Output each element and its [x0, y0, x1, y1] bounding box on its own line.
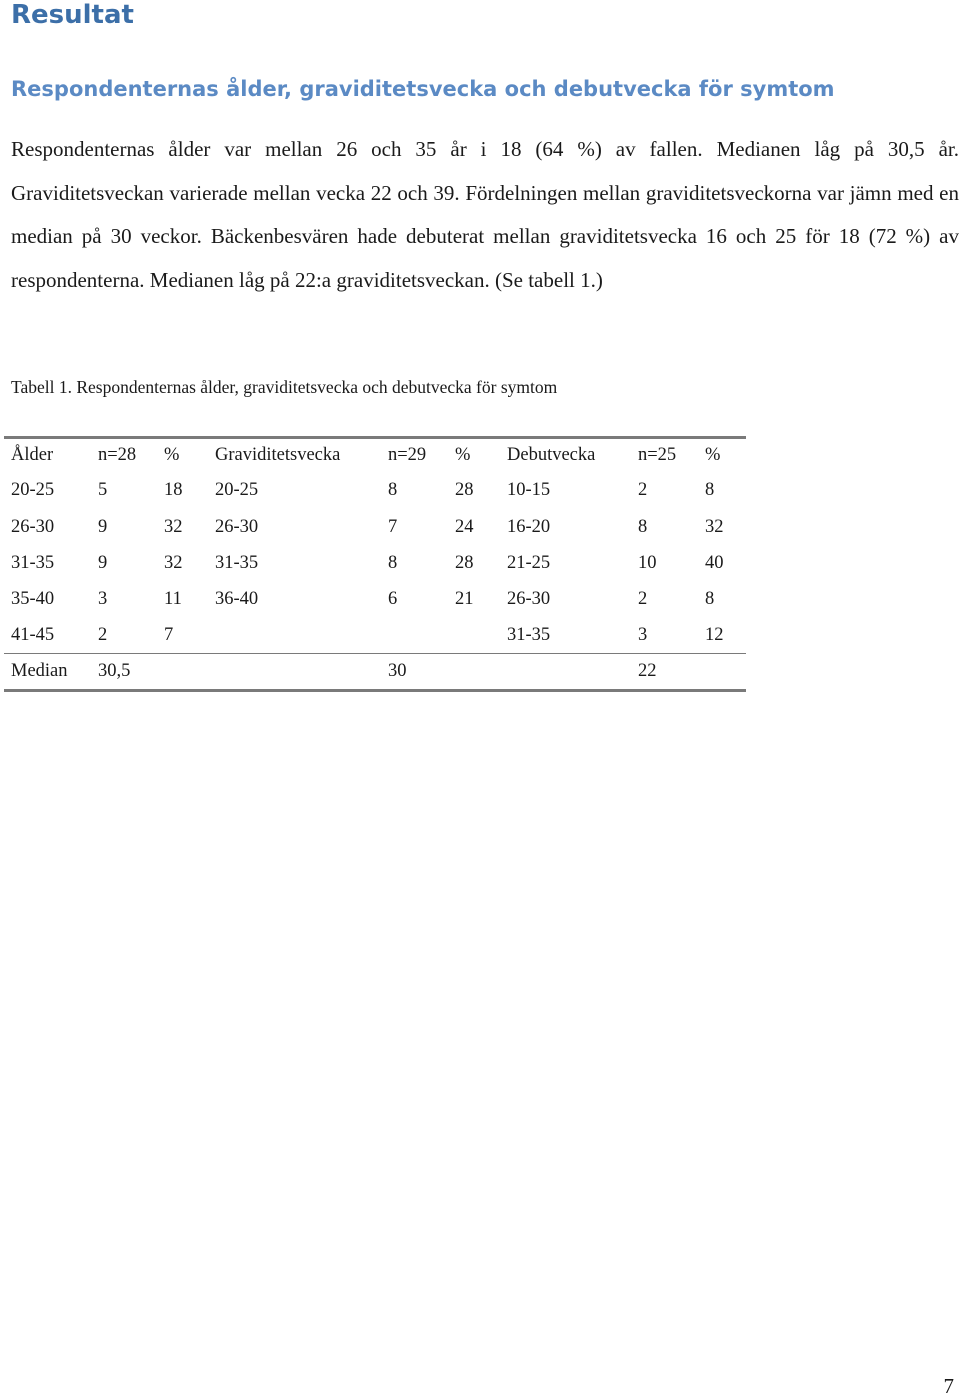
- table-cell: 10-15: [507, 480, 551, 500]
- header-cell: n=25: [631, 438, 698, 473]
- header-cell: %: [698, 438, 746, 473]
- results-table: [4, 436, 746, 692]
- table-cell: 21-25: [507, 552, 551, 573]
- table-cell: 3: [638, 624, 648, 645]
- table-cell: 26-30: [507, 588, 551, 609]
- table-cell: 32: [164, 552, 183, 573]
- table-cell: 8: [705, 480, 715, 500]
- page-number: 7: [943, 1374, 954, 1398]
- table-cell: 31-35: [11, 552, 55, 573]
- table-cell: [208, 654, 381, 691]
- table-cell: 12: [705, 624, 724, 645]
- table-cell: 8: [638, 516, 648, 537]
- table-row: [4, 472, 746, 509]
- table-cell: 31-35: [215, 552, 259, 573]
- table-cell: 9: [98, 516, 108, 537]
- table-header-row: [4, 438, 746, 473]
- table-cell: [381, 617, 448, 654]
- table-cell: [698, 654, 746, 691]
- table-cell: 11: [164, 588, 182, 609]
- table-cell: 2: [98, 624, 108, 645]
- table-cell: 30: [381, 654, 448, 691]
- section-title: Resultat: [11, 0, 134, 30]
- table-row: [4, 617, 746, 654]
- table-cell: 20-25: [11, 480, 55, 500]
- table-row: [4, 581, 746, 617]
- subsection-title: Respondenternas ålder, graviditetsvecka och debutvecka för symtom: [11, 77, 835, 101]
- table-cell: 30,5: [91, 654, 157, 691]
- table-cell: 31-35: [507, 624, 551, 645]
- table-row: [4, 509, 746, 545]
- table-cell: 35-40: [11, 588, 55, 609]
- table-cell: 9: [98, 552, 108, 573]
- header-cell: %: [448, 438, 500, 473]
- table-cell: [448, 617, 500, 654]
- header-cell: n=28: [91, 438, 157, 473]
- table-cell: 8: [388, 480, 398, 500]
- table-cell: 20-25: [215, 480, 259, 500]
- table-cell: 28: [455, 480, 474, 500]
- table-cell: 7: [164, 624, 174, 645]
- table-cell: [448, 654, 500, 691]
- table-cell: 2: [638, 588, 648, 609]
- table-median-row: [4, 654, 746, 691]
- header-cell: Ålder: [4, 438, 91, 473]
- table-cell: 6: [388, 588, 398, 609]
- table-cell: 21: [455, 588, 474, 609]
- header-cell: n=29: [381, 438, 448, 473]
- table-cell: 2: [638, 480, 648, 500]
- table-cell: 32: [164, 516, 183, 537]
- table-cell: 16-20: [507, 516, 551, 537]
- table-cell: 26-30: [11, 516, 55, 537]
- table-cell: 22: [631, 654, 698, 691]
- table-cell: 18: [164, 480, 183, 500]
- table-cell: 36-40: [215, 588, 259, 609]
- table-cell: 24: [455, 516, 474, 537]
- table-cell: 8: [705, 588, 715, 609]
- table-caption: Tabell 1. Respondenternas ålder, graviditetsvecka och debutvecka för symtom: [11, 377, 558, 397]
- table-cell: 10: [638, 552, 657, 573]
- results-paragraph: Respondenternas ålder var mellan 26 och 35 år i 18 (64 %) av fallen. Medianen låg på 30,5 år. Graviditetsveckan varierade mellan vecka 22 och 39. Fördelningen mellan graviditetsveckorna var jämn med en median på 30 veckor. Bäckenbesvären hade debuterat mellan graviditetsvecka 16 och 25 för 18 (72 %) av respondenterna. Medianen låg på 22:a graviditetsveckan. (Se tabell 1.): [11, 137, 959, 292]
- table-cell: 41-45: [11, 624, 55, 645]
- header-cell: Graviditetsvecka: [208, 438, 381, 473]
- table-cell: 7: [388, 516, 398, 537]
- table-cell: [157, 654, 208, 691]
- table-cell: [500, 654, 631, 691]
- table-cell: 32: [705, 516, 724, 537]
- table-cell: 26-30: [215, 516, 259, 537]
- table-row: [4, 545, 746, 581]
- table-cell: 5: [98, 480, 108, 500]
- table-cell: 40: [705, 552, 724, 573]
- table-cell: Median: [4, 654, 91, 691]
- header-cell: Debutvecka: [500, 438, 631, 473]
- table-cell: 3: [98, 588, 108, 609]
- header-cell: %: [157, 438, 208, 473]
- table-cell: [208, 617, 381, 654]
- table-cell: 28: [455, 552, 474, 573]
- table-cell: 8: [388, 552, 398, 573]
